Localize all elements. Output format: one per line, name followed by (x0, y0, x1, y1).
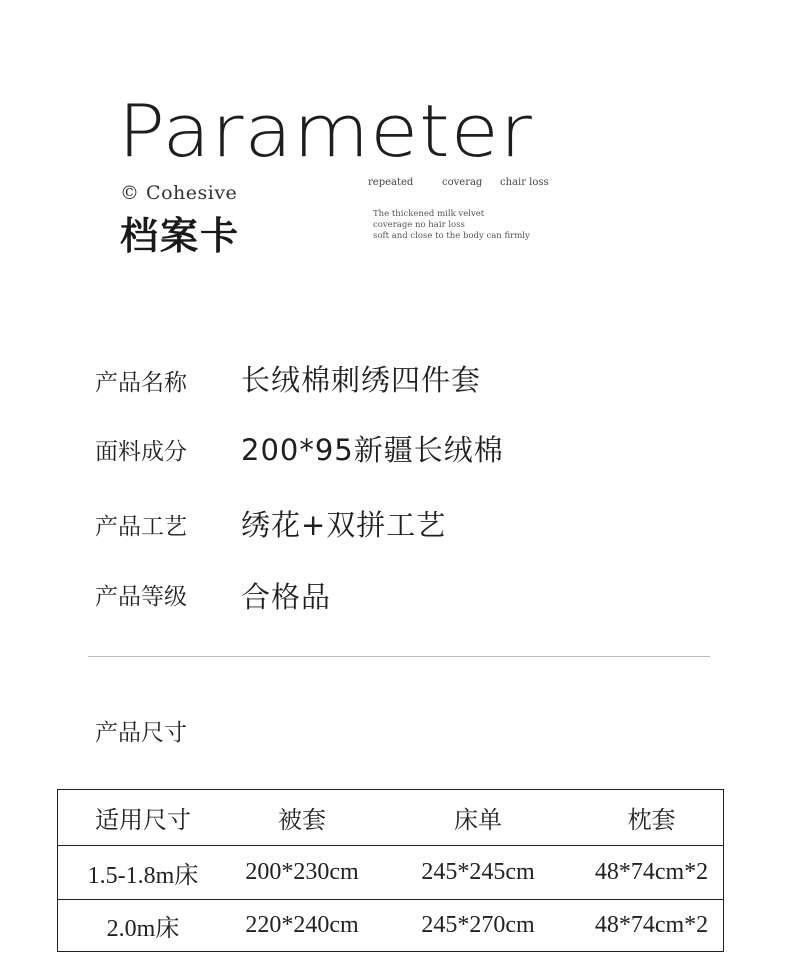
description-line: soft and close to the body can firmly (373, 231, 530, 241)
param-label-grade: 产品等级 (95, 584, 187, 610)
tag-repeated: repeated (368, 177, 414, 188)
table-cell: 200*230cm (245, 859, 359, 885)
product-description (373, 209, 530, 242)
table-row (58, 846, 723, 899)
table-cell: 48*74cm*2 (594, 859, 709, 885)
param-label-material: 面料成分 (95, 439, 187, 465)
section-divider (88, 656, 710, 657)
description-line: The thickened milk velvet (373, 209, 485, 219)
param-label-name: 产品名称 (95, 370, 187, 396)
table-cell: 48*74cm*2 (594, 912, 709, 938)
table-row (58, 900, 723, 951)
tag-hair-loss: chair loss (500, 177, 549, 188)
param-value-craft: 绣花+双拼工艺 (241, 508, 447, 542)
page-title: Parameter (118, 90, 533, 174)
brand-name: © Cohesive (120, 182, 238, 204)
table-header-row (58, 790, 723, 845)
tag-coverage: coverag (442, 177, 483, 188)
table-cell: 245*270cm (421, 912, 535, 938)
size-table (57, 789, 724, 952)
table-header-cell: 枕套 (627, 808, 676, 834)
param-value-name: 长绒棉刺绣四件套 (241, 363, 482, 397)
param-label-craft: 产品工艺 (95, 514, 187, 540)
param-value-material: 200*95新疆长绒棉 (241, 433, 504, 467)
table-cell: 2.0m床 (106, 916, 180, 942)
table-header-cell: 床单 (454, 808, 502, 834)
table-cell: 245*245cm (421, 859, 535, 885)
table-header-cell: 被套 (278, 808, 326, 834)
description-line: coverage no hair loss (373, 220, 465, 230)
table-header-cell: 适用尺寸 (95, 808, 191, 834)
archive-card-title: 档案卡 (120, 214, 241, 258)
param-value-grade: 合格品 (241, 580, 332, 614)
table-cell: 1.5-1.8m床 (87, 863, 199, 889)
table-cell: 220*240cm (245, 912, 359, 938)
size-section-label: 产品尺寸 (95, 720, 187, 746)
